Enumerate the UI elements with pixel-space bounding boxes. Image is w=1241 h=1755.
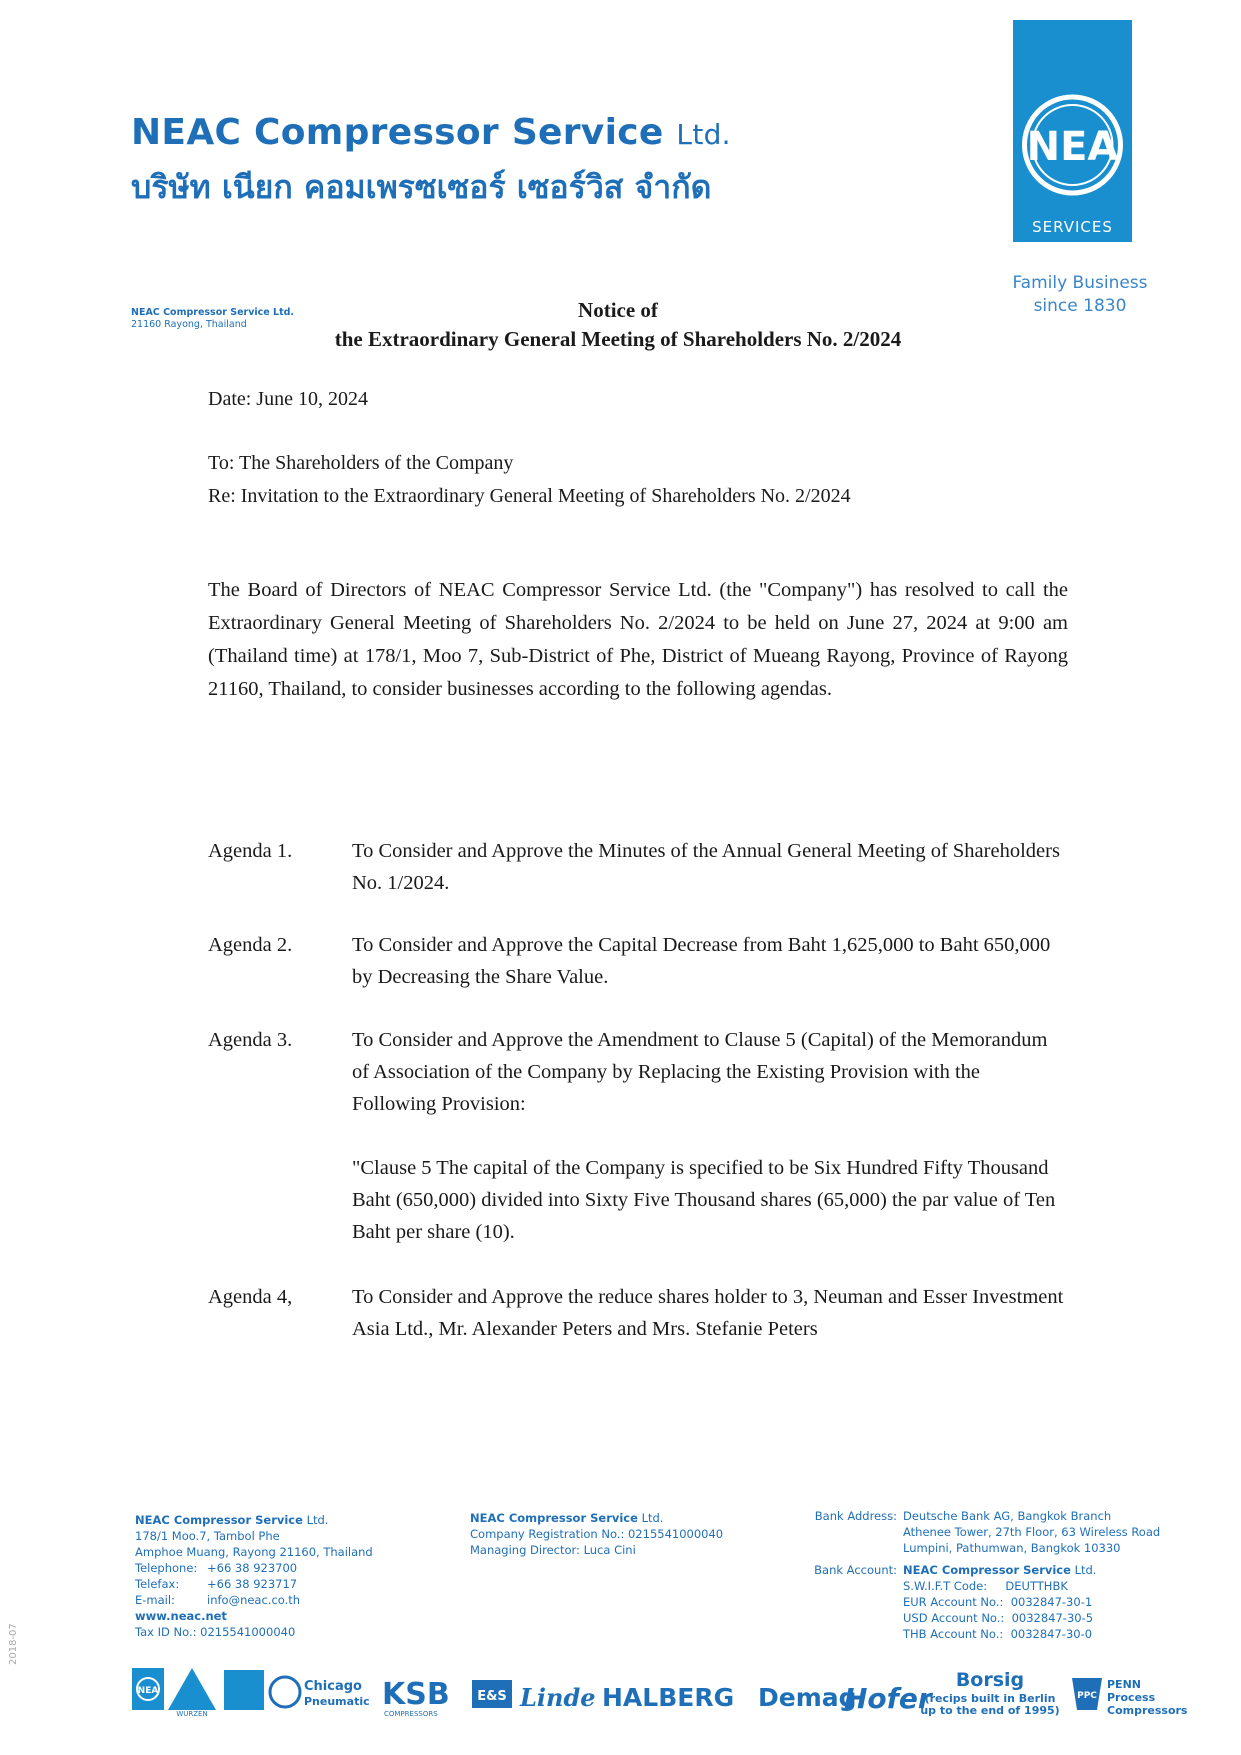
linde-logo [519,1683,596,1712]
partner-logos [132,1660,1202,1720]
svg-text:Process: Process [1107,1691,1156,1704]
svg-text:E&S: E&S [477,1689,507,1704]
svg-text:up to the end of 1995): up to the end of 1995) [920,1704,1060,1717]
intro-paragraph: The Board of Directors of NEAC Compressor Service Ltd. (the "Company") has resolved to call the Extraordinary General Meeting of Shareholders No. 2/2024 to be held on June 27, 2024 at 9:00 am (Thailand time) at 178/1, Moo 7, Sub-District of Phe, District of Mueang Rayong, Province of Rayong 21160, Thailand, to consider businesses according to the following agendas. [208,579,1068,700]
svg-text:Compressors: Compressors [1107,1704,1188,1717]
logo-text: NEA [1026,124,1119,170]
svg-text:Hofer: Hofer [844,1682,932,1715]
footer-website-link[interactable]: www.neac.net [135,1609,227,1623]
footer-email-link[interactable]: info@neac.co.th [207,1593,301,1607]
company-name-suffix: Ltd. [676,118,731,151]
agenda-3-label: Agenda 3. [208,1029,293,1051]
tagline: Family Business since 1830 [1012,273,1148,316]
chicago-pneumatic-logo [270,1677,370,1708]
svg-text:NEA: NEA [137,1686,159,1696]
agenda-3-text: To Consider and Approve the Amendment to Clause 5 (Capital) of the Memorandum of Association of the Company by Replacing the Existing Provision with the Following Provision: [352,1029,1048,1115]
sender-address: NEAC Compressor Service Ltd. 21160 Rayong, Thailand [131,307,295,330]
nea-logo-icon [1013,20,1132,220]
side-code: 2018-07 [8,1623,19,1665]
notice-date: Date: June 10, 2024 [208,388,368,410]
svg-text:HALBERG: HALBERG [602,1683,735,1712]
halberg-logo [602,1683,734,1712]
svg-text:KSB: KSB [382,1677,450,1712]
agenda-1-label: Agenda 1. [208,840,293,862]
penn-logo [1072,1678,1188,1717]
agenda-4-text: To Consider and Approve the reduce shares holder to 3, Neuman and Esser Investment Asia Ltd., Mr. Alexander Peters and Mrs. Stefanie Peters [352,1286,1064,1340]
logo-caption: SERVICES [1032,218,1113,236]
footer-contact: NEAC Compressor Service Ltd. 178/1 Moo.7, Tambol Phe Amphoe Muang, Rayong 21160, Thailand Telephone: +66 38 923700 Telefax: +66 38 923717 E-mail: info@neac.co.th www.neac.net Tax ID No.: 0215541000040 [135,1513,373,1639]
notice-recipient: To: The Shareholders of the Company [208,452,514,474]
svg-text:Demag: Demag [758,1683,857,1712]
ksb-logo [382,1677,450,1718]
demag-logo [758,1683,857,1712]
company-name: NEAC Compressor Service Ltd. [131,112,731,153]
wurzen-logo [168,1668,216,1718]
svg-text:PPC: PPC [1077,1691,1097,1701]
svg-text:Borsig: Borsig [955,1669,1025,1691]
svg-text:PENN: PENN [1107,1678,1141,1691]
svg-text:WURZEN: WURZEN [176,1710,208,1718]
company-name-thai: บริษัท เนียก คอมเพรซเซอร์ เซอร์วิส จำกัด [131,168,712,206]
footer-bank: Bank Address: Deutsche Bank AG, Bangkok Branch Athenee Tower, 27th Floor, 63 Wireless Road Lumpini, Pathumwan, Bangkok 10330 Bank Account: NEAC Compressor Service Ltd. S.W.I.F.T Code: DEUTTHBK EUR Account No.: 0032847-30-1 USD Account No.: 0032847-30-5 THB Account No.: 0032847-30-0 [814,1509,1161,1641]
agenda-2-text: To Consider and Approve the Capital Decrease from Baht 1,625,000 to Baht 650,000 by Decreasing the Share Value. [352,934,1051,988]
borsig-logo [920,1669,1059,1717]
svg-text:Linde: Linde [520,1683,596,1712]
notice-subject: Re: Invitation to the Extraordinary General Meeting of Shareholders No. 2/2024 [208,485,851,507]
agenda-3-quote: "Clause 5 The capital of the Company is specified to be Six Hundred Fifty Thousand Baht (650,000) divided into Sixty Five Thousand shares (65,000) the par value of Ten Baht per share (10). [352,1157,1056,1243]
svg-text:Chicago: Chicago [304,1679,362,1694]
svg-text:(recips built in Berlin: (recips built in Berlin [924,1692,1056,1705]
agenda-1-text: To Consider and Approve the Minutes of the Annual General Meeting of Shareholders No. 1/2024. [352,840,1060,894]
company-logo [1013,20,1132,242]
agenda-4-label: Agenda 4, [208,1286,293,1308]
svg-text:Pneumatic: Pneumatic [304,1695,370,1708]
footer-registration: NEAC Compressor Service Ltd. Company Registration No.: 0215541000040 Managing Director: Luca Cini [470,1511,724,1557]
svg-text:COMPRESSORS: COMPRESSORS [384,1710,438,1718]
notice-title: Notice of the Extraordinary General Meeting of Shareholders No. 2/2024 [334,298,902,351]
agenda-2-label: Agenda 2. [208,934,293,956]
es-logo [472,1680,512,1708]
linde-boxed-logo [224,1670,264,1710]
nea-partner-logo [132,1668,164,1710]
